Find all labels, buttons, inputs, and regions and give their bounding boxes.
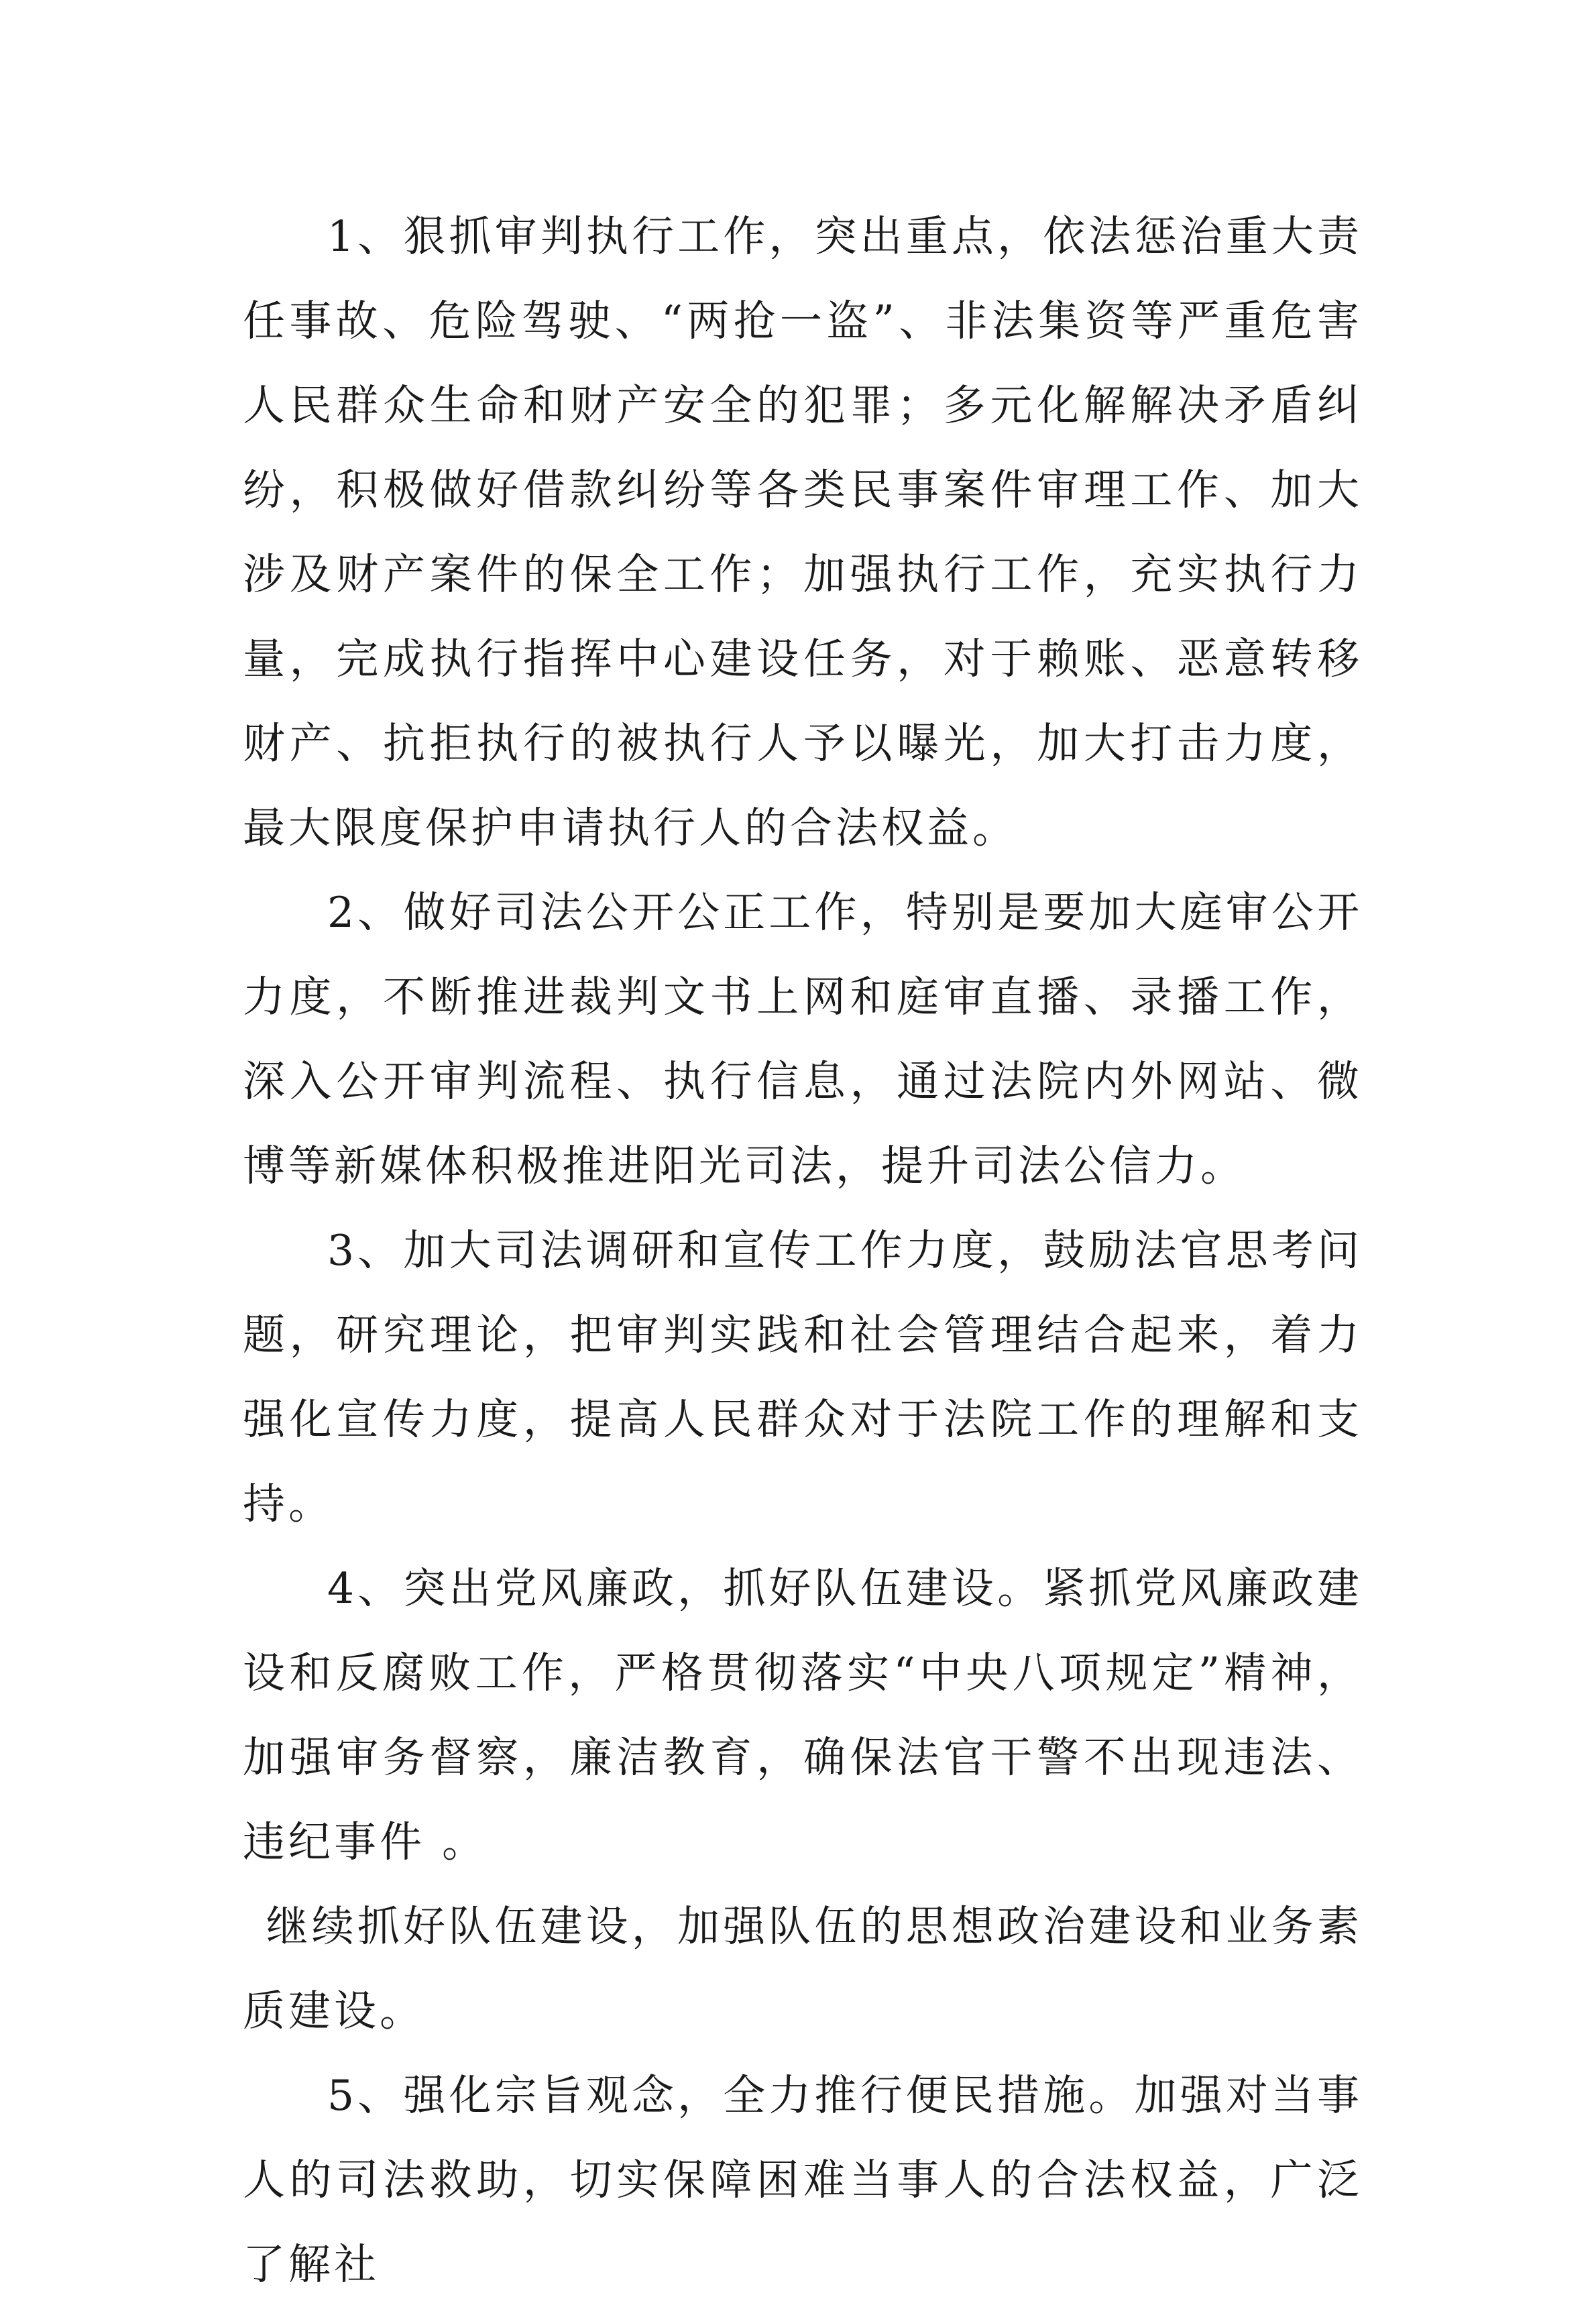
- paragraph-5: 5、强化宗旨观念，全力推行便民措施。加强对当事人的司法救助，切实保障困难当事人的合法权益，广泛了解社: [243, 2071, 1363, 2289]
- paragraph-1: 1、狠抓审判执行工作，突出重点，依法惩治重大责任事故、危险驾驶、“两抢一盗”、非法集资等严重危害人民群众生命和财产安全的犯罪；多元化解解决矛盾纠纷，积极做好借款纠纷等各类民事案件审理工作、加大涉及财产案件的保全工作；加强执行工作，充实执行力量，完成执行指挥中心建设任务，对于赖账、恶意转移财产、抗拒执行的被执行人予以曝光，加大打击力度，最大限度保护申请执行人的合法权益。: [243, 212, 1363, 852]
- paragraph-3: 3、加大司法调研和宣传工作力度，鼓励法官思考问题，研究理论，把审判实践和社会管理结合起来，着力强化宣传力度，提高人民群众对于法院工作的理解和支持。: [243, 1226, 1363, 1528]
- document-body: [243, 194, 1363, 2307]
- paragraph-2: 2、做好司法公开公正工作，特别是要加大庭审公开力度，不断推进裁判文书上网和庭审直播、录播工作，深入公开审判流程、执行信息，通过法院内外网站、微博等新媒体积极推进阳光司法，提升司法公信力。: [243, 888, 1363, 1190]
- paragraph-4-continuation: 继续抓好队伍建设，加强队伍的思想政治建设和业务素质建设。: [243, 1902, 1363, 2035]
- paragraph-4: 4、突出党风廉政，抓好队伍建设。紧抓党风廉政建设和反腐败工作，严格贯彻落实“中央八项规定”精神，加强审务督察，廉洁教育，确保法官干警不出现违法、违纪事件 。: [243, 1564, 1363, 1866]
